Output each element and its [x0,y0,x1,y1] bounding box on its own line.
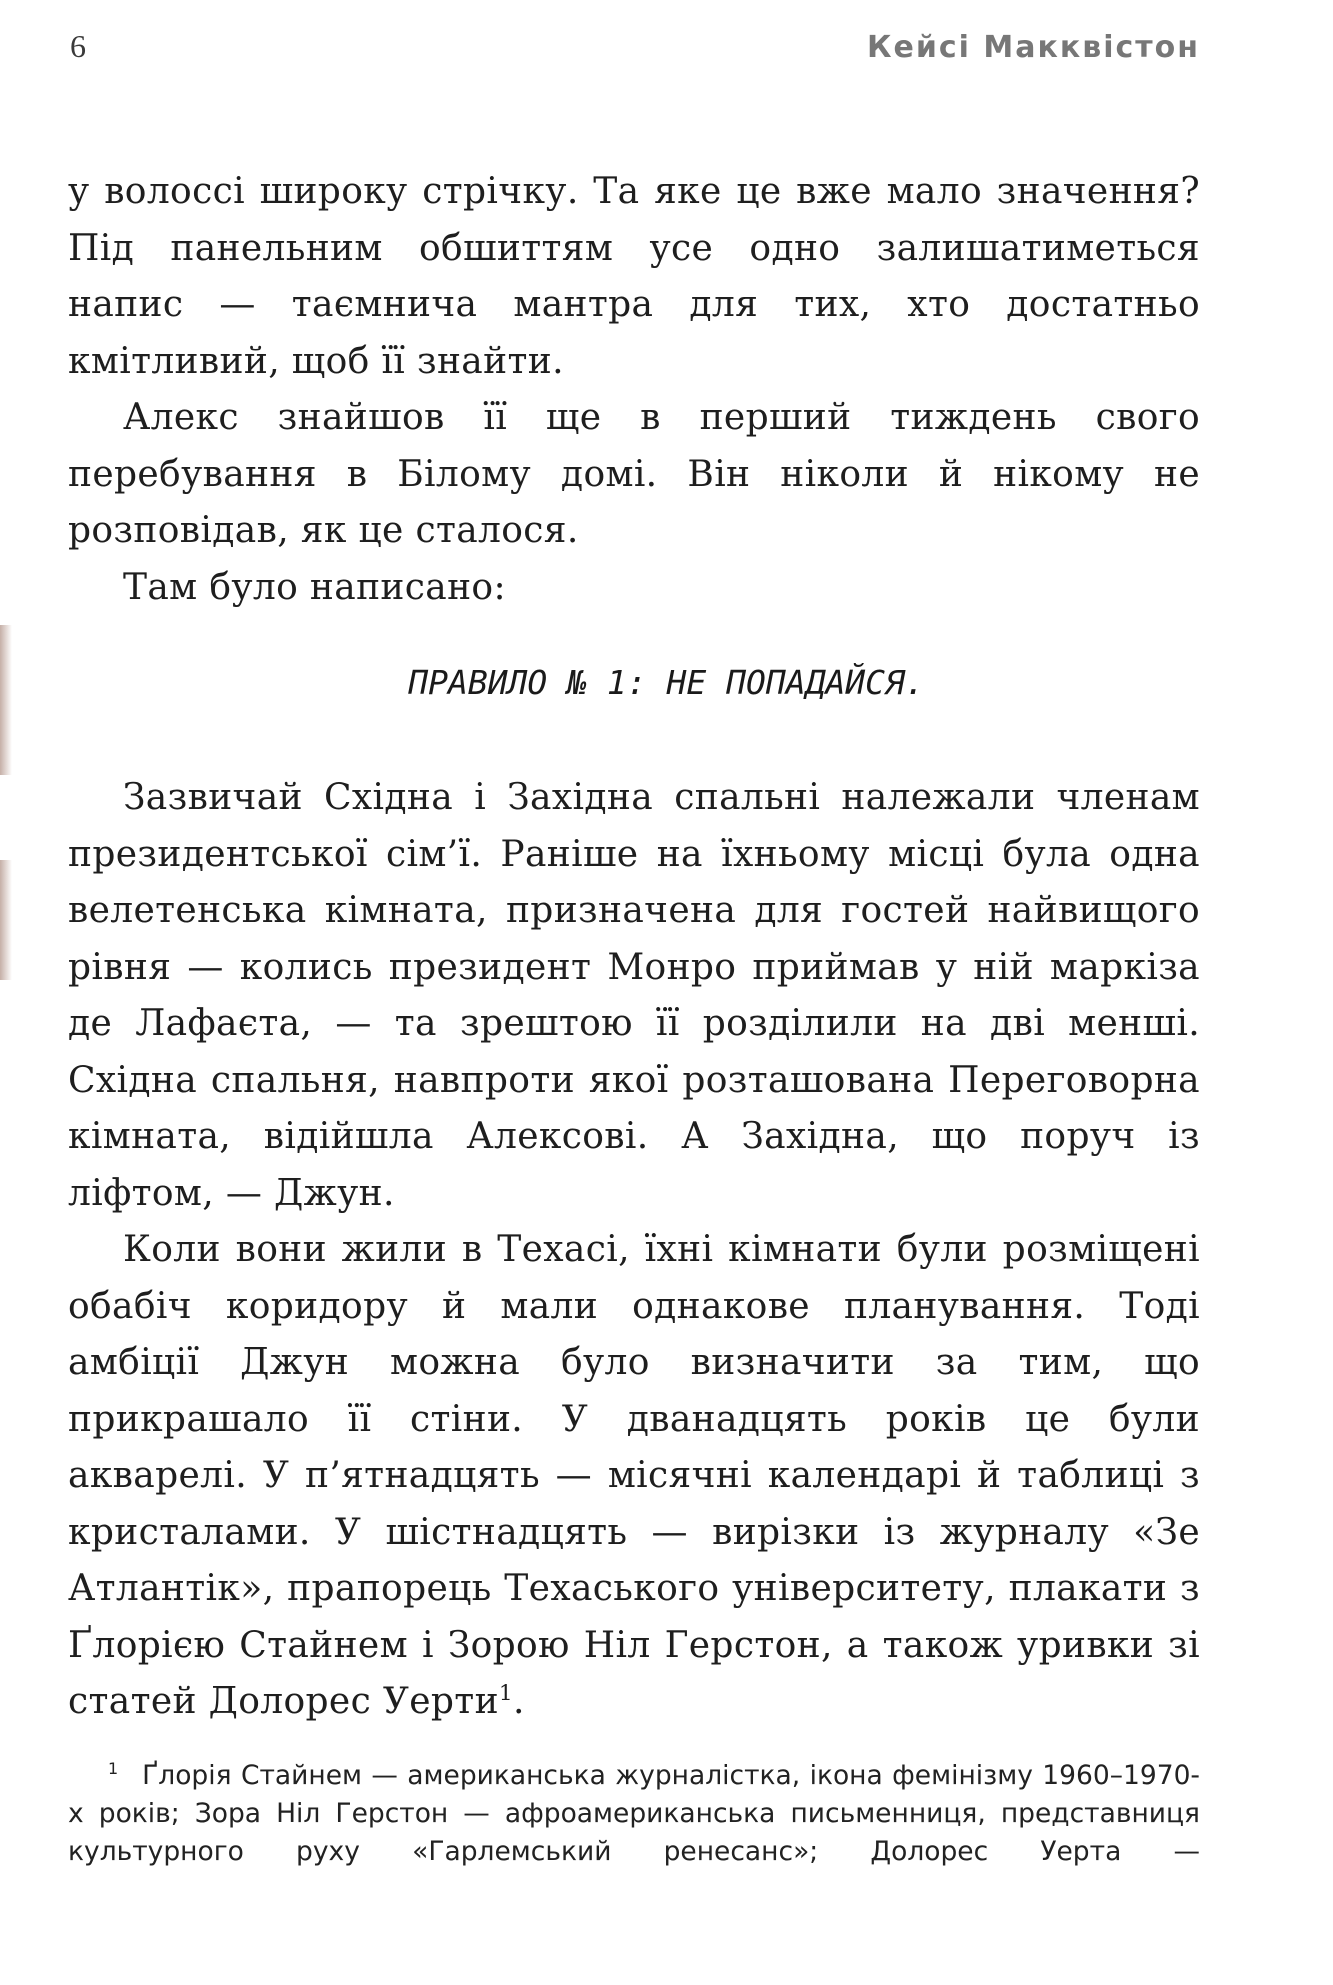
paragraph-written: Там було написано: [123,566,506,608]
body-text-bottom [68,770,1200,1731]
footnote-reference[interactable]: 1 [498,1681,514,1706]
paragraph-alex-found: Алекс знайшов її ще в перший тиждень свого перебування в Білому домі. Він ніколи й нікому не розповідав, як це сталося. [68,397,1200,551]
paragraph-texas [68,1222,1200,1731]
page-edge-stain [0,860,12,980]
footnote-marker: 1 [108,1759,119,1779]
footnote-block [68,1757,1200,1871]
running-head-author: Кейсі Макквістон [867,30,1200,65]
paragraph-bedrooms: Зазвичай Східна і Західна спальні належали членам президентської сім’ї. Раніше на їхньому місці була одна велетенська кімната, призначена для гостей найвищого рівня — колись президент Монро приймав у ній маркіза де Лафаєта, — та зрештою її розділили на дві менші. Східна спальня, навпроти якої розташована Переговорна кімната, відійшла Алексові. А Західна, що поруч із ліфтом, — Джун. [68,777,1200,1214]
footnote [68,1757,1200,1871]
paragraph-continuation: у волоссі широку стрічку. Та яке це вже мало значення? Під панельним обшиттям усе одно залишатиметься напис — таємнича мантра для тих, хто достатньо кмітливий, щоб її знайти. [68,171,1200,382]
paragraph-texas-end: . [513,1681,525,1722]
page-number: 6 [70,28,86,64]
paragraph-texas-text: Коли вони жили в Техасі, їхні кімнати були розміщені обабіч коридору й мали однакове планування. Тоді амбіції Джун можна було визначити за тим, що прикрашало її стіни. У дванадцять років це були акварелі. У п’ятнадцять — місячні календарі й таблиці з кристалами. У шістнадцять — вирізки із журналу «Зе Атлантік», прапорець Техаського університету, плакати з Ґлорією Стайнем і Зорою Ніл Герстон, а також уривки зі статей Долорес Уерти [68,1229,1200,1722]
body-text-top [68,164,1200,616]
footnote-text: Ґлорія Стайнем — американська журналістка, ікона фемінізму 1960–1970-х років; Зора Ніл Герстон — афроамериканська письменниця, представниця культурного руху «Гарлемський ренесанс»; Долорес Уерта — [68,1760,1200,1867]
rule-heading: ПРАВИЛО № 1: НЕ ПОПАДАЙСЯ. [408,663,925,702]
